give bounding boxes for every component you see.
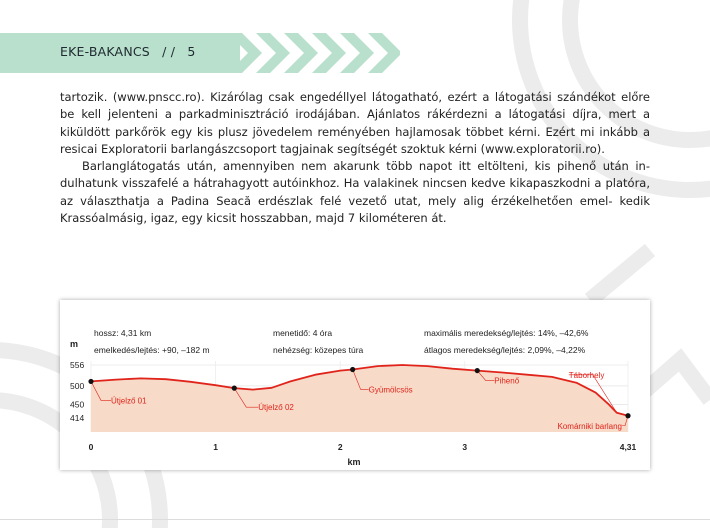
info-elevation: emelkedés/lejtés: +90, –182 m bbox=[94, 345, 210, 355]
waypoint-marker bbox=[350, 367, 355, 372]
waypoint-label: Táborhely bbox=[568, 370, 605, 380]
x-tick-label: 3 bbox=[462, 442, 468, 452]
y-tick-label: 414 bbox=[70, 413, 85, 423]
y-tick-label: 500 bbox=[70, 380, 85, 391]
elevation-profile-svg bbox=[60, 300, 650, 470]
info-max-slope: maximális meredekség/lejtés: 14%, –42,6% bbox=[424, 328, 589, 338]
waypoint-marker bbox=[625, 413, 630, 418]
x-tick-label: 2 bbox=[337, 442, 343, 452]
page-bottom-line bbox=[0, 519, 710, 520]
paragraph-1: tartozik. (www.pnscc.ro). Kizárólag csak engedéllyel látogatható, ezért a látogatási szándékot előre be kell jelenteni a parkadminisztráció irodájában. Ajánlatos rákérdezni a látogatási díjra, mert a kiküldött parkőrök egy kis plusz jövedelem reményében hajlamosak többet kérni. Ezért mi inkább a resicai Exploratorii barlangászcsoport tagjainak segítségét szoktuk kérni (www.exploratorii.ro). bbox=[60, 90, 650, 156]
waypoint-marker bbox=[475, 368, 480, 373]
waypoint-label: Útjelző 01 bbox=[111, 396, 147, 406]
paragraph-2: Barlanglátogatás után, amennyiben nem akarunk több napot itt eltölteni, kis pihenő után in- dulhatunk visszafelé a hátrahagyott autóinkhoz. Ha valakinek nincsen kedve kikapaszkodni a platóra, az választhatja a Padina Seacă erdészlak felé vezető utat, mely alig érzékelhetően emel- kedik Krassóalmásig, igaz, egy kicsit hosszabban, majd 7 kilométeren át. bbox=[60, 159, 650, 226]
info-difficulty: nehézség: közepes túra bbox=[273, 345, 364, 355]
header-separator: / / bbox=[162, 44, 176, 59]
info-avg-slope: átlagos meredekség/lejtés: 2,09%, –4,22% bbox=[424, 345, 586, 355]
y-axis-label: m bbox=[70, 339, 79, 349]
y-tick-label: 450 bbox=[70, 399, 85, 410]
x-tick-label: 1 bbox=[213, 442, 218, 452]
x-tick-label: 0 bbox=[88, 442, 94, 452]
header-chevrons bbox=[200, 33, 400, 73]
info-length: hossz: 4,31 km bbox=[94, 328, 152, 338]
waypoint-marker bbox=[232, 386, 237, 391]
waypoint-label: Pihenő bbox=[494, 376, 520, 386]
elevation-profile-chart bbox=[60, 300, 650, 470]
header-chevron bbox=[200, 33, 234, 73]
x-tick-label: 4,31 bbox=[619, 442, 637, 452]
page-number: 5 bbox=[187, 44, 196, 59]
body-text bbox=[60, 89, 650, 227]
info-time: menetidő: 4 óra bbox=[273, 328, 333, 338]
waypoint-label: Gyümölcsös bbox=[368, 385, 413, 395]
x-axis-label: km bbox=[347, 457, 361, 467]
waypoint-marker bbox=[88, 379, 93, 384]
y-tick-label: 556 bbox=[70, 360, 85, 370]
running-header bbox=[60, 44, 195, 59]
waypoint-label: Útjelző 02 bbox=[258, 403, 294, 413]
header-title: EKE-BAKANCS bbox=[60, 44, 150, 59]
elevation-area bbox=[91, 365, 628, 432]
waypoint-label: Komárniki barlang bbox=[557, 421, 622, 431]
